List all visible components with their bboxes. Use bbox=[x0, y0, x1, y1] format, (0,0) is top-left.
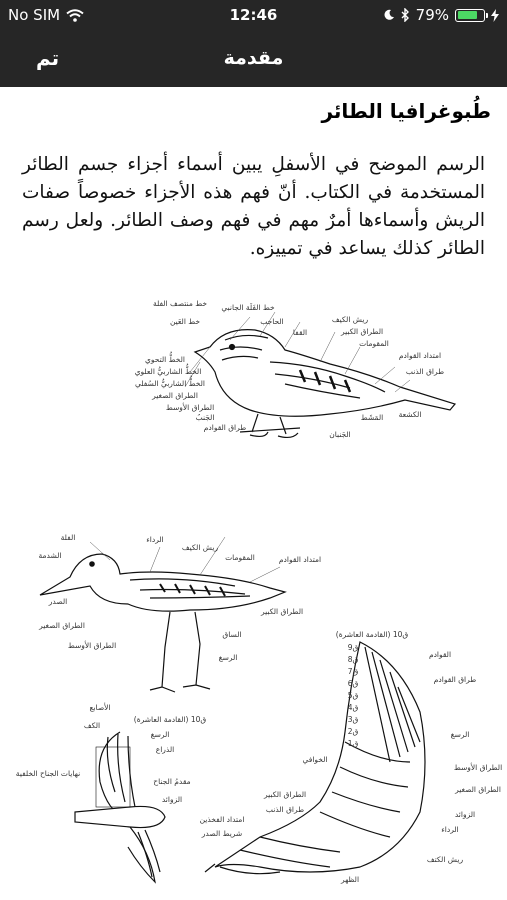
label: ق2 bbox=[347, 727, 359, 736]
label: القوادم bbox=[428, 650, 452, 659]
perching-bird-drawing bbox=[195, 330, 455, 438]
label: الطراق الأوسط bbox=[67, 641, 117, 650]
label: ق3 bbox=[347, 715, 359, 724]
bird-topography-illustration bbox=[0, 292, 507, 900]
label: الرداء bbox=[146, 535, 164, 544]
label: ق4 bbox=[347, 703, 359, 712]
clock: 12:46 bbox=[229, 6, 278, 24]
label: الكشعة bbox=[398, 410, 422, 419]
label: الشدمة bbox=[38, 551, 62, 560]
article-heading: طُبوغرافيا الطائر bbox=[321, 99, 491, 123]
label: ق6 bbox=[347, 679, 359, 688]
label: ريش الكيف bbox=[181, 543, 219, 552]
label: الحاجب bbox=[260, 317, 284, 326]
label: الظهر bbox=[340, 875, 360, 884]
label: طراق القوادم bbox=[203, 423, 247, 432]
label: ريش الكيف bbox=[331, 315, 369, 324]
label: طراق الذنب bbox=[405, 367, 445, 376]
label: الطراق الصغير bbox=[152, 391, 198, 400]
charging-icon bbox=[491, 9, 499, 22]
label: مقدمُ الجناح bbox=[153, 777, 191, 786]
label: الطراق الكبير bbox=[260, 607, 304, 616]
label: الطراق الكبير bbox=[263, 790, 307, 799]
label: الكف bbox=[83, 721, 101, 730]
label: الزوائد bbox=[161, 795, 183, 804]
label: المقومات bbox=[359, 339, 389, 348]
status-bar bbox=[0, 0, 507, 30]
moon-icon bbox=[383, 9, 395, 21]
article-content[interactable] bbox=[0, 87, 507, 900]
carrier-label: No SIM bbox=[8, 6, 61, 24]
label: الطراق الأوسط bbox=[453, 763, 503, 772]
label: (القادمة العاشرة) ق10 bbox=[133, 715, 207, 724]
label: الذراع bbox=[155, 745, 175, 754]
bluetooth-icon bbox=[401, 8, 410, 22]
label: (القادمة العاشرة) ق10 bbox=[335, 630, 409, 639]
label: نهايات الجناح الخلفية bbox=[15, 769, 81, 778]
flying-raptor-drawing bbox=[75, 732, 165, 882]
label: الرداء bbox=[441, 825, 459, 834]
label: الخطُّ التحوي bbox=[145, 355, 185, 364]
label: امتداد الفخذين bbox=[199, 815, 245, 824]
label: ق8 bbox=[347, 655, 359, 664]
label: المَشَط bbox=[360, 413, 384, 422]
label: طراق الذنب bbox=[265, 805, 305, 814]
label: الخوافي bbox=[302, 755, 328, 764]
page-title: مقدمة bbox=[223, 47, 284, 69]
label: امتداد القوادم bbox=[398, 351, 442, 360]
label: الطراق الأوسط bbox=[165, 403, 215, 412]
label: خط الفَلَة الجانبي bbox=[221, 303, 275, 312]
label: الطراق الصغير bbox=[455, 785, 501, 794]
label: الزوائد bbox=[454, 810, 476, 819]
label: امتداد القوادم bbox=[278, 555, 322, 564]
label: الرسغ bbox=[450, 730, 470, 739]
done-button[interactable]: تم bbox=[36, 46, 60, 70]
label: القفا bbox=[292, 328, 308, 337]
label: الخطُّ الشاربيُّ السُفلي bbox=[135, 379, 205, 388]
label: طراق القوادم bbox=[433, 675, 477, 684]
label: خط العَين bbox=[169, 317, 201, 326]
label: الرسغ bbox=[150, 730, 170, 739]
label: الطراق الصغير bbox=[39, 621, 85, 630]
label: ق1 bbox=[347, 739, 359, 748]
label: الجَنبان bbox=[329, 430, 351, 439]
label: ق5 bbox=[347, 691, 359, 700]
label: خط منتصف الفلة bbox=[152, 299, 208, 308]
label: الأصابع bbox=[89, 703, 111, 712]
article-paragraph: الرسم الموضح في الأسفلِ يبين أسماء أجزاء جسم الطائر المستخدمة في الكتاب. أنّ فهم هذه الأجزاء خصوصاً صفات الريش وأسماءها أمرٌ مهم في فهم وصف الطائر. ولعل رسم الطائر كذلك يساعد في تمييزه. bbox=[22, 154, 485, 259]
label: الجَنبُ bbox=[195, 413, 215, 422]
label: الطراق الكبير bbox=[340, 327, 384, 336]
label: ريش الكتف bbox=[426, 855, 464, 864]
label: الرسغ bbox=[218, 653, 238, 662]
label: شريط الصدر bbox=[201, 829, 243, 838]
navigation-bar bbox=[0, 30, 507, 87]
label: الصدر bbox=[48, 597, 68, 606]
label: الخطُّ الشاربيُّ العلوي bbox=[134, 367, 202, 376]
battery-percent: 79% bbox=[415, 6, 449, 24]
label: الفلة bbox=[60, 533, 76, 542]
label: ق9 bbox=[347, 643, 359, 652]
label: الساق bbox=[222, 630, 242, 639]
battery-icon bbox=[455, 9, 485, 22]
label: المقومات bbox=[225, 553, 255, 562]
label: ق7 bbox=[347, 667, 359, 676]
